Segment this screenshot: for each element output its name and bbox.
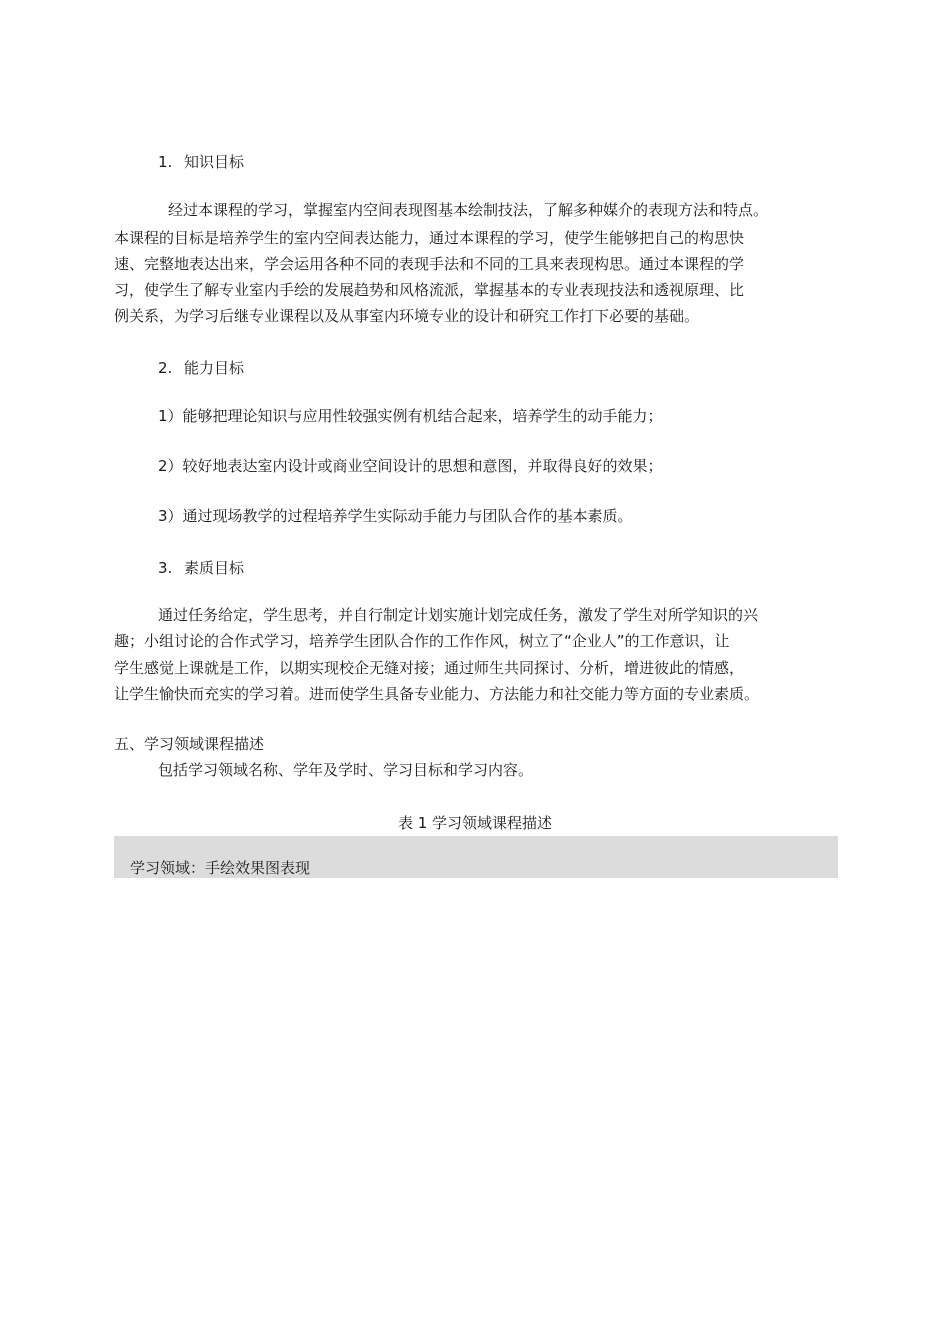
ability-item: 2）较好地表达室内设计或商业空间设计的思想和意图，并取得良好的效果；	[158, 457, 663, 475]
ability-heading-number: 2.	[158, 359, 173, 377]
knowledge-heading	[158, 152, 244, 172]
knowledge-heading-number: 1.	[158, 153, 173, 171]
knowledge-paragraph-line: 例关系，为学习后继专业课程以及从事室内环境专业的设计和研究工作打下必要的基础。	[114, 307, 700, 325]
section-five-title: 五、学习领域课程描述	[114, 735, 265, 753]
knowledge-heading-title: 知识目标	[184, 153, 245, 171]
section-five-intro: 包括学习领域名称、学年及学时、学习目标和学习内容。	[158, 761, 534, 779]
knowledge-paragraph-line: 本课程的目标是培养学生的室内空间表达能力，通过本课程的学习，使学生能够把自己的构思快	[114, 229, 745, 247]
quality-heading-number: 3.	[158, 559, 173, 577]
ability-heading-title: 能力目标	[184, 359, 245, 377]
knowledge-paragraph-line: 经过本课程的学习，掌握室内空间表现图基本绘制技法，了解多种媒介的表现方法和特点。	[168, 201, 769, 219]
table-header-row	[114, 836, 838, 878]
ability-item: 3）通过现场教学的过程培养学生实际动手能力与团队合作的基本素质。	[158, 507, 633, 525]
table-caption: 表 1 学习领域课程描述	[397, 814, 553, 832]
ability-heading	[158, 358, 244, 378]
quality-heading-title: 素质目标	[184, 559, 245, 577]
table-header-cell: 学习领域：手绘效果图表现	[130, 859, 311, 877]
quality-paragraph-line: 学生感觉上课就是工作，以期实现校企无缝对接；通过师生共同探讨、分析，增进彼此的情感，	[114, 659, 745, 677]
quality-paragraph-line: 让学生愉快而充实的学习着。进而使学生具备专业能力、方法能力和社交能力等方面的专业素质。	[114, 685, 760, 703]
quality-paragraph-line: 通过任务给定，学生思考，并自行制定计划实施计划完成任务，激发了学生对所学知识的兴	[158, 606, 759, 624]
knowledge-paragraph-line: 习，使学生了解专业室内手绘的发展趋势和风格流派，掌握基本的专业表现技法和透视原理、比	[114, 281, 745, 299]
ability-item: 1）能够把理论知识与应用性较强实例有机结合起来，培养学生的动手能力；	[158, 407, 663, 425]
quality-heading	[158, 558, 244, 578]
knowledge-paragraph-line: 速、完整地表达出来，学会运用各种不同的表现手法和不同的工具来表现构思。通过本课程的学	[114, 255, 745, 273]
quality-paragraph-line: 趣；小组讨论的合作式学习，培养学生团队合作的工作作风，树立了“企业人”的工作意识，让	[114, 632, 730, 650]
